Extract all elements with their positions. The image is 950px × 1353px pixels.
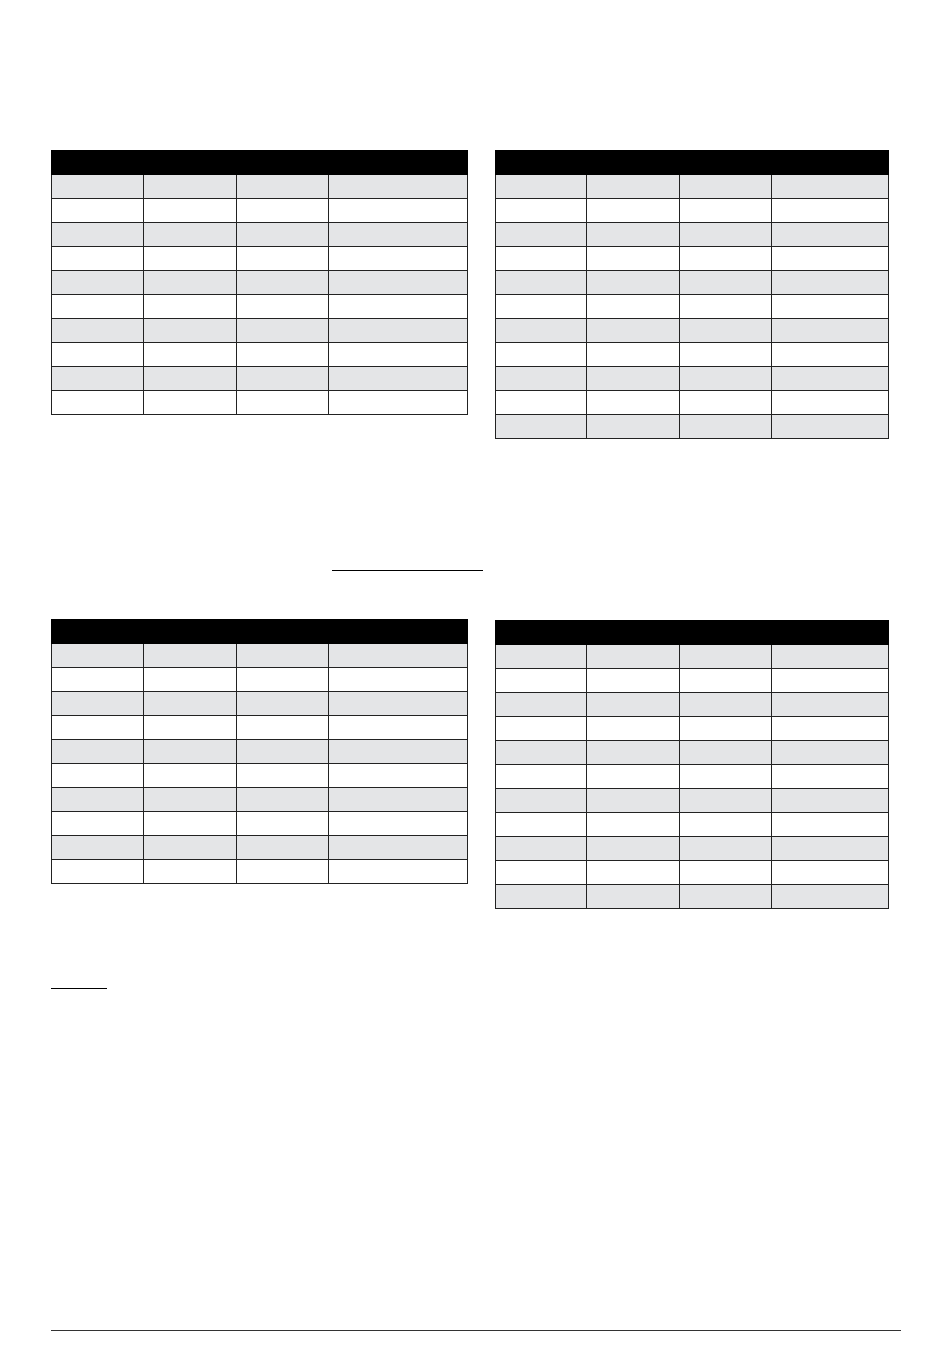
table-cell — [772, 693, 889, 717]
table-row — [496, 223, 889, 247]
table-cell — [772, 247, 889, 271]
table-row — [52, 247, 468, 271]
table-cell — [680, 415, 772, 439]
table-cell — [237, 740, 329, 764]
table-cell — [52, 271, 144, 295]
table-cell — [772, 319, 889, 343]
table-row — [52, 836, 468, 860]
table-cell — [144, 295, 237, 319]
table-header — [52, 151, 468, 175]
table-cell — [329, 343, 468, 367]
table-cell — [144, 391, 237, 415]
table-cell — [496, 391, 587, 415]
table-cell — [496, 199, 587, 223]
table-row — [496, 669, 889, 693]
table-cell — [496, 175, 587, 199]
table-cell — [237, 199, 329, 223]
table-cell — [237, 175, 329, 199]
table-cell — [52, 223, 144, 247]
table-cell — [237, 343, 329, 367]
table-cell — [496, 247, 587, 271]
table-cell — [587, 669, 680, 693]
table-cell — [496, 861, 587, 885]
table-cell — [329, 367, 468, 391]
table-cell — [496, 693, 587, 717]
table-cell — [52, 860, 144, 884]
table-cell — [496, 343, 587, 367]
table-row — [52, 367, 468, 391]
table-cell — [772, 837, 889, 861]
table-cell — [329, 836, 468, 860]
footer-rule — [51, 1330, 901, 1331]
underline-rule-short — [51, 988, 107, 989]
table-row — [52, 860, 468, 884]
table-cell — [680, 813, 772, 837]
table-cell — [587, 837, 680, 861]
table-bottom-right — [495, 620, 889, 909]
table-row — [496, 861, 889, 885]
table-cell — [329, 740, 468, 764]
table-cell — [237, 295, 329, 319]
table-row — [52, 319, 468, 343]
table-cell — [496, 885, 587, 909]
table-cell — [587, 861, 680, 885]
table-row — [52, 764, 468, 788]
table-cell — [587, 741, 680, 765]
table-cell — [52, 247, 144, 271]
table-cell — [144, 271, 237, 295]
table-top-right — [495, 150, 889, 439]
table-cell — [680, 861, 772, 885]
table-cell — [772, 223, 889, 247]
table-cell — [587, 391, 680, 415]
table-cell — [52, 740, 144, 764]
table-row — [496, 175, 889, 199]
table-row — [52, 740, 468, 764]
table-cell — [772, 669, 889, 693]
table-cell — [237, 716, 329, 740]
table-cell — [772, 645, 889, 669]
table-cell — [52, 812, 144, 836]
table-cell — [52, 788, 144, 812]
table-cell — [587, 693, 680, 717]
table-cell — [496, 669, 587, 693]
table-cell — [680, 247, 772, 271]
table-cell — [52, 199, 144, 223]
table-cell — [144, 367, 237, 391]
table-cell — [237, 223, 329, 247]
table-cell — [680, 885, 772, 909]
table-cell — [237, 836, 329, 860]
table-cell — [772, 765, 889, 789]
table-cell — [680, 391, 772, 415]
table-cell — [587, 319, 680, 343]
table-cell — [680, 837, 772, 861]
underline-rule — [332, 570, 483, 571]
table-cell — [587, 271, 680, 295]
table-cell — [52, 319, 144, 343]
table-cell — [587, 223, 680, 247]
table-cell — [680, 765, 772, 789]
table-row — [496, 813, 889, 837]
table-cell — [329, 295, 468, 319]
table-cell — [587, 247, 680, 271]
table-cell — [237, 644, 329, 668]
table-row — [52, 343, 468, 367]
table-cell — [772, 391, 889, 415]
table-cell — [237, 764, 329, 788]
table-cell — [52, 716, 144, 740]
table-row — [52, 812, 468, 836]
table-cell — [329, 271, 468, 295]
table-cell — [772, 175, 889, 199]
table-cell — [237, 319, 329, 343]
table-cell — [496, 813, 587, 837]
table-cell — [772, 415, 889, 439]
table-cell — [496, 415, 587, 439]
table-cell — [237, 692, 329, 716]
table-cell — [496, 837, 587, 861]
table-cell — [496, 295, 587, 319]
table-cell — [329, 319, 468, 343]
table-cell — [144, 692, 237, 716]
table-header — [496, 621, 889, 645]
table-row — [496, 271, 889, 295]
table-cell — [144, 319, 237, 343]
table-row — [52, 391, 468, 415]
table-cell — [496, 367, 587, 391]
table-cell — [496, 271, 587, 295]
table-row — [496, 415, 889, 439]
table-cell — [52, 644, 144, 668]
table-cell — [329, 247, 468, 271]
table-cell — [329, 788, 468, 812]
table-row — [496, 885, 889, 909]
table-cell — [587, 367, 680, 391]
table-cell — [52, 343, 144, 367]
table-cell — [496, 765, 587, 789]
table-cell — [52, 295, 144, 319]
table-cell — [329, 175, 468, 199]
table-cell — [52, 668, 144, 692]
table-cell — [144, 836, 237, 860]
table-cell — [144, 716, 237, 740]
table-cell — [329, 716, 468, 740]
table-top-left — [51, 150, 468, 415]
table-row — [496, 319, 889, 343]
table-cell — [52, 692, 144, 716]
table-cell — [587, 885, 680, 909]
table-row — [496, 789, 889, 813]
table-row — [496, 247, 889, 271]
table-cell — [772, 789, 889, 813]
table-cell — [496, 789, 587, 813]
table-cell — [587, 645, 680, 669]
table-cell — [680, 669, 772, 693]
table-row — [496, 741, 889, 765]
table-cell — [680, 295, 772, 319]
table-row — [52, 668, 468, 692]
table-cell — [144, 812, 237, 836]
table-cell — [587, 813, 680, 837]
table-cell — [237, 367, 329, 391]
table-cell — [144, 199, 237, 223]
table-row — [496, 645, 889, 669]
table-cell — [237, 247, 329, 271]
table-cell — [680, 271, 772, 295]
table-cell — [144, 740, 237, 764]
table-cell — [587, 343, 680, 367]
table-row — [496, 391, 889, 415]
table-cell — [680, 319, 772, 343]
table-cell — [772, 741, 889, 765]
table-cell — [329, 644, 468, 668]
table-cell — [329, 812, 468, 836]
table-cell — [772, 885, 889, 909]
table-cell — [144, 343, 237, 367]
table-cell — [772, 271, 889, 295]
table-cell — [772, 813, 889, 837]
table-bottom-left — [51, 619, 468, 884]
table-cell — [144, 247, 237, 271]
table-cell — [496, 223, 587, 247]
table-cell — [237, 668, 329, 692]
table-cell — [52, 764, 144, 788]
table-header — [496, 151, 889, 175]
table-row — [52, 199, 468, 223]
table-cell — [329, 668, 468, 692]
table-row — [496, 199, 889, 223]
table-cell — [329, 199, 468, 223]
table-row — [496, 367, 889, 391]
table-cell — [772, 367, 889, 391]
table-cell — [237, 860, 329, 884]
table-cell — [237, 788, 329, 812]
table-cell — [144, 764, 237, 788]
table-row — [52, 223, 468, 247]
table-cell — [329, 391, 468, 415]
table-cell — [587, 717, 680, 741]
table-cell — [680, 175, 772, 199]
table-cell — [680, 741, 772, 765]
table-cell — [680, 199, 772, 223]
table-cell — [772, 861, 889, 885]
table-cell — [772, 343, 889, 367]
table-row — [496, 343, 889, 367]
table-cell — [680, 367, 772, 391]
table-cell — [52, 175, 144, 199]
table-cell — [144, 788, 237, 812]
table-cell — [144, 860, 237, 884]
table-row — [52, 716, 468, 740]
table-cell — [772, 199, 889, 223]
table-row — [52, 271, 468, 295]
table-cell — [52, 836, 144, 860]
table-cell — [680, 645, 772, 669]
table-cell — [237, 271, 329, 295]
table-cell — [772, 295, 889, 319]
table-cell — [237, 391, 329, 415]
table-cell — [680, 693, 772, 717]
table-cell — [772, 717, 889, 741]
table-row — [496, 837, 889, 861]
table-cell — [144, 223, 237, 247]
table-cell — [680, 343, 772, 367]
table-cell — [329, 764, 468, 788]
table-cell — [52, 391, 144, 415]
table-cell — [680, 717, 772, 741]
table-cell — [587, 789, 680, 813]
table-cell — [496, 717, 587, 741]
table-cell — [680, 789, 772, 813]
table-header — [52, 620, 468, 644]
table-cell — [329, 223, 468, 247]
table-cell — [587, 415, 680, 439]
table-cell — [237, 812, 329, 836]
table-cell — [680, 223, 772, 247]
table-cell — [52, 367, 144, 391]
table-row — [496, 295, 889, 319]
table-cell — [496, 741, 587, 765]
table-cell — [144, 644, 237, 668]
table-cell — [587, 175, 680, 199]
table-row — [52, 692, 468, 716]
table-cell — [587, 765, 680, 789]
table-row — [496, 717, 889, 741]
table-cell — [587, 199, 680, 223]
table-row — [496, 765, 889, 789]
table-row — [52, 788, 468, 812]
table-cell — [496, 645, 587, 669]
table-row — [52, 644, 468, 668]
table-cell — [144, 668, 237, 692]
table-cell — [496, 319, 587, 343]
table-row — [52, 175, 468, 199]
table-cell — [587, 295, 680, 319]
table-cell — [144, 175, 237, 199]
table-row — [496, 693, 889, 717]
table-cell — [329, 692, 468, 716]
table-row — [52, 295, 468, 319]
table-cell — [329, 860, 468, 884]
